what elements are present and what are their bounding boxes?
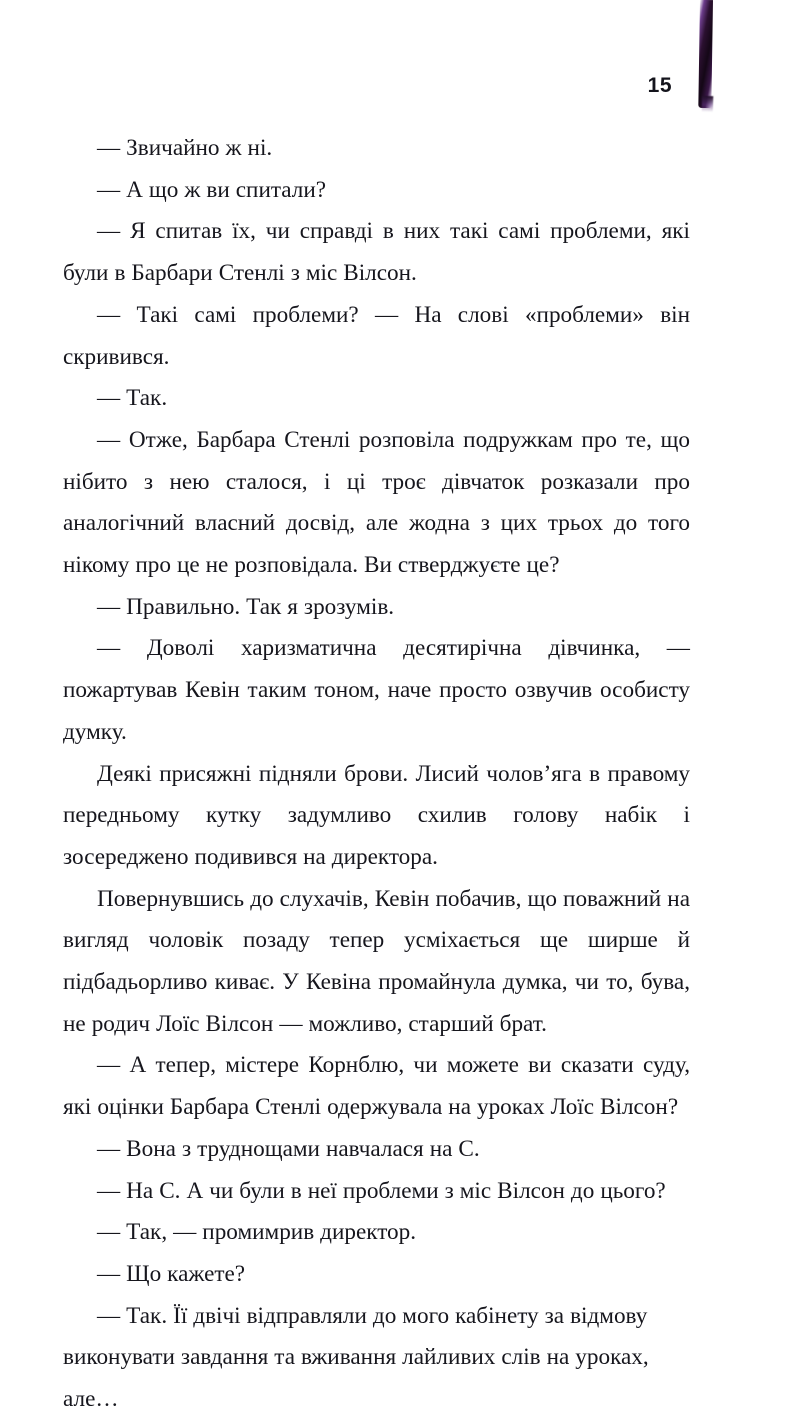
paragraph: — А тепер, містере Корнблю, чи можете ви сказати суду, які оцінки Барбара Стенлі одержувала на уроках Лоїс Вілсон? bbox=[63, 1052, 690, 1121]
paragraph: — А що ж ви спитали? bbox=[97, 176, 327, 203]
paragraph: — Вона з труднощами навчалася на С. bbox=[97, 1135, 480, 1162]
scan-artifact-bar bbox=[698, 0, 713, 108]
paragraph: — На С. А чи були в неї проблеми з міс Вілсон до цього? bbox=[97, 1177, 666, 1204]
scan-artifact-tip bbox=[702, 96, 714, 112]
paragraph: Деякі присяжні підняли брови. Лисий чолов’яга в правому передньому кутку задумливо схилив голову набік і зосереджено подивився на директора. bbox=[63, 760, 690, 870]
paragraph: — Отже, Барбара Стенлі розповіла подружкам про те, що нібито з нею сталося, і ці троє дівчаток розказали про аналогічний власний досвід, але жодна з цих трьох до того нікому про це не розповідала. Ви стверджуєте це? bbox=[63, 426, 690, 579]
paragraph: — Так. bbox=[97, 385, 168, 412]
paragraph: — Так, — промимрив директор. bbox=[97, 1219, 417, 1246]
paragraph: — Я спитав їх, чи справді в них такі самі проблеми, які були в Барбари Стенлі з міс Вілсон. bbox=[63, 218, 690, 287]
paragraph: — Що кажете? bbox=[97, 1260, 246, 1287]
paragraph: Повернувшись до слухачів, Кевін побачив, що поважний на вигляд чоловік позаду тепер усміхається ще ширше й підбадьорливо киває. У Кевіна промайнула думка, чи то, бува, не родич Лоїс Вілсон — можливо, старший брат. bbox=[63, 885, 690, 1037]
paragraph: — Доволі харизматична десятирічна дівчинка, — пожартував Кевін таким тоном, наче просто озвучив особисту думку. bbox=[63, 635, 690, 745]
paragraph: — Правильно. Так я зрозумів. bbox=[97, 593, 395, 620]
paragraph: — Так. Її двічі відправляли до мого кабінету за відмову виконувати завдання та вживання лайливих слів на уроках, але… bbox=[63, 1302, 649, 1413]
paragraph: — Такі самі проблеми? — На слові «проблеми» він скривився. bbox=[63, 301, 690, 370]
page-body-text bbox=[63, 128, 690, 1421]
paragraph: — Звичайно ж ні. bbox=[97, 135, 273, 161]
page-number: 15 bbox=[647, 74, 672, 97]
